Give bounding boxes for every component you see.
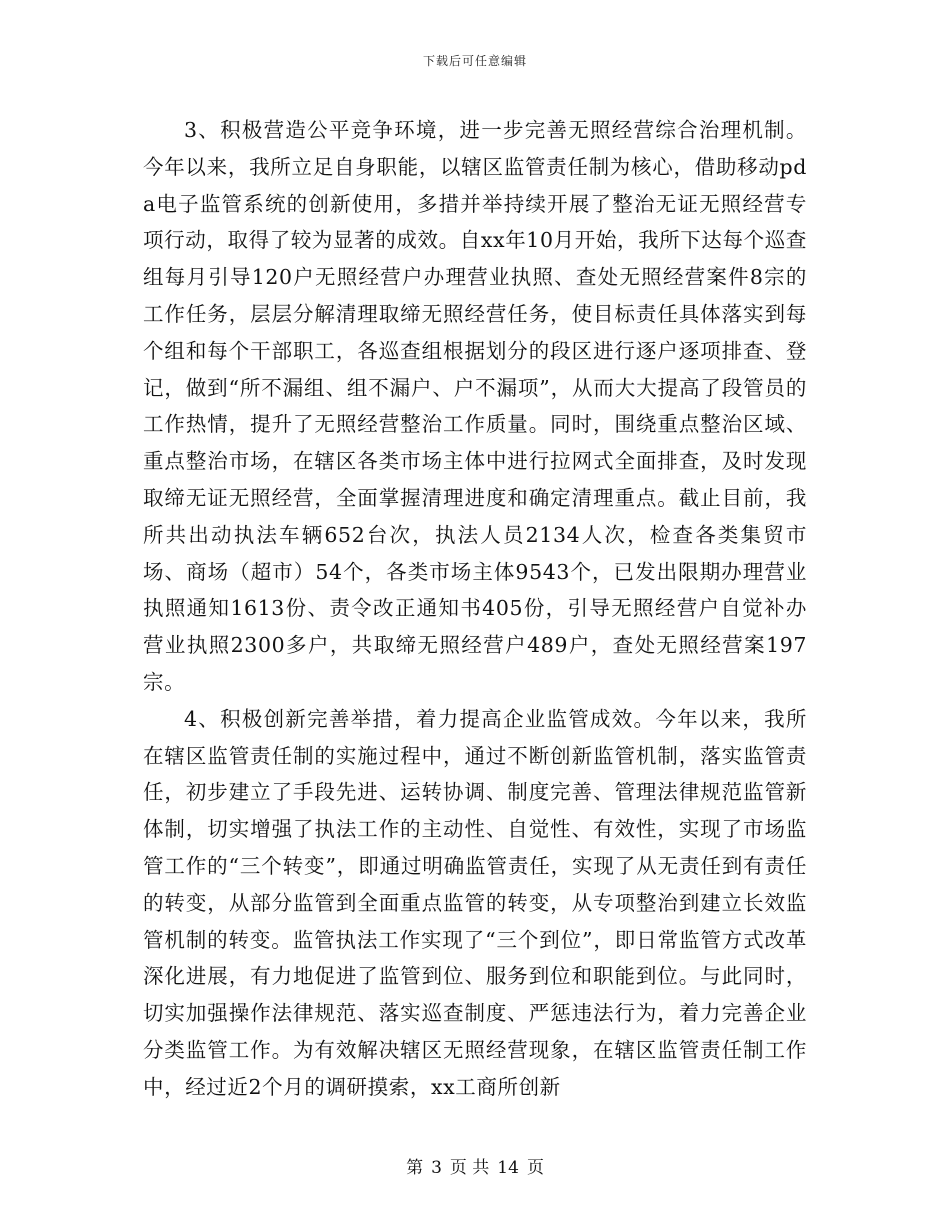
footer-total-pages: 14 [497, 1158, 519, 1178]
paragraph-3: 3、积极营造公平竞争环境，进一步完善无照经营综合治理机制。今年以来，我所立足自身职能，以辖区监管责任制为核心，借助移动pda电子监管系统的创新使用，多措并举持续开展了整治无证无照经营专项行动，取得了较为显著的成效。自xx年10月开始，我所下达每个巡查组每月引导120户无照经营户办理营业执照、查处无照经营案件8宗的工作任务，层层分解清理取缔无照经营任务，使目标责任具体落实到每个组和每个干部职工，各巡查组根据划分的段区进行逐户逐项排查、登记，做到“所不漏组、组不漏户、户不漏项”，从而大大提高了段管员的工作热情，提升了无照经营整治工作质量。同时，围绕重点整治区域、重点整治市场，在辖区各类市场主体中进行拉网式全面排查，及时发现取缔无证无照经营，全面掌握清理进度和确定清理重点。截止目前，我所共出动执法车辆652台次，执法人员2134人次，检查各类集贸市场、商场（超市）54个，各类市场主体9543个，已发出限期办理营业执照通知1613份、责令改正通知书405份，引导无照经营户自觉补办营业执照2300多户，共取缔无照经营户489户，查处无照经营案197宗。 [143, 118, 807, 694]
footer-prefix: 第 [406, 1158, 424, 1178]
page-footer [0, 1153, 950, 1178]
footer-suffix: 页 [526, 1158, 544, 1178]
document-body [143, 112, 807, 1106]
header-note: 下载后可任意编辑 [422, 54, 527, 68]
paragraph-4: 4、积极创新完善举措，着力提高企业监管成效。今年以来，我所在辖区监管责任制的实施过程中，通过不断创新监管机制，落实监管责任，初步建立了手段先进、运转协调、制度完善、管理法律规范监管新体制，切实增强了执法工作的主动性、自觉性、有效性，实现了市场监管工作的“三个转变”，即通过明确监管责任，实现了从无责任到有责任的转变，从部分监管到全面重点监管的转变，从专项整治到建立长效监管机制的转变。监管执法工作实现了“三个到位”，即日常监管方式改革深化进展，有力地促进了监管到位、服务到位和职能到位。与此同时，切实加强操作法律规范、落实巡查制度、严惩违法行为，着力完善企业分类监管工作。为有效解决辖区无照经营现象，在辖区监管责任制工作中，经过近2个月的调研摸索，xx工商所创新 [143, 706, 807, 1099]
footer-middle: 页 共 [449, 1158, 490, 1178]
footer-page-number: 3 [431, 1158, 442, 1178]
